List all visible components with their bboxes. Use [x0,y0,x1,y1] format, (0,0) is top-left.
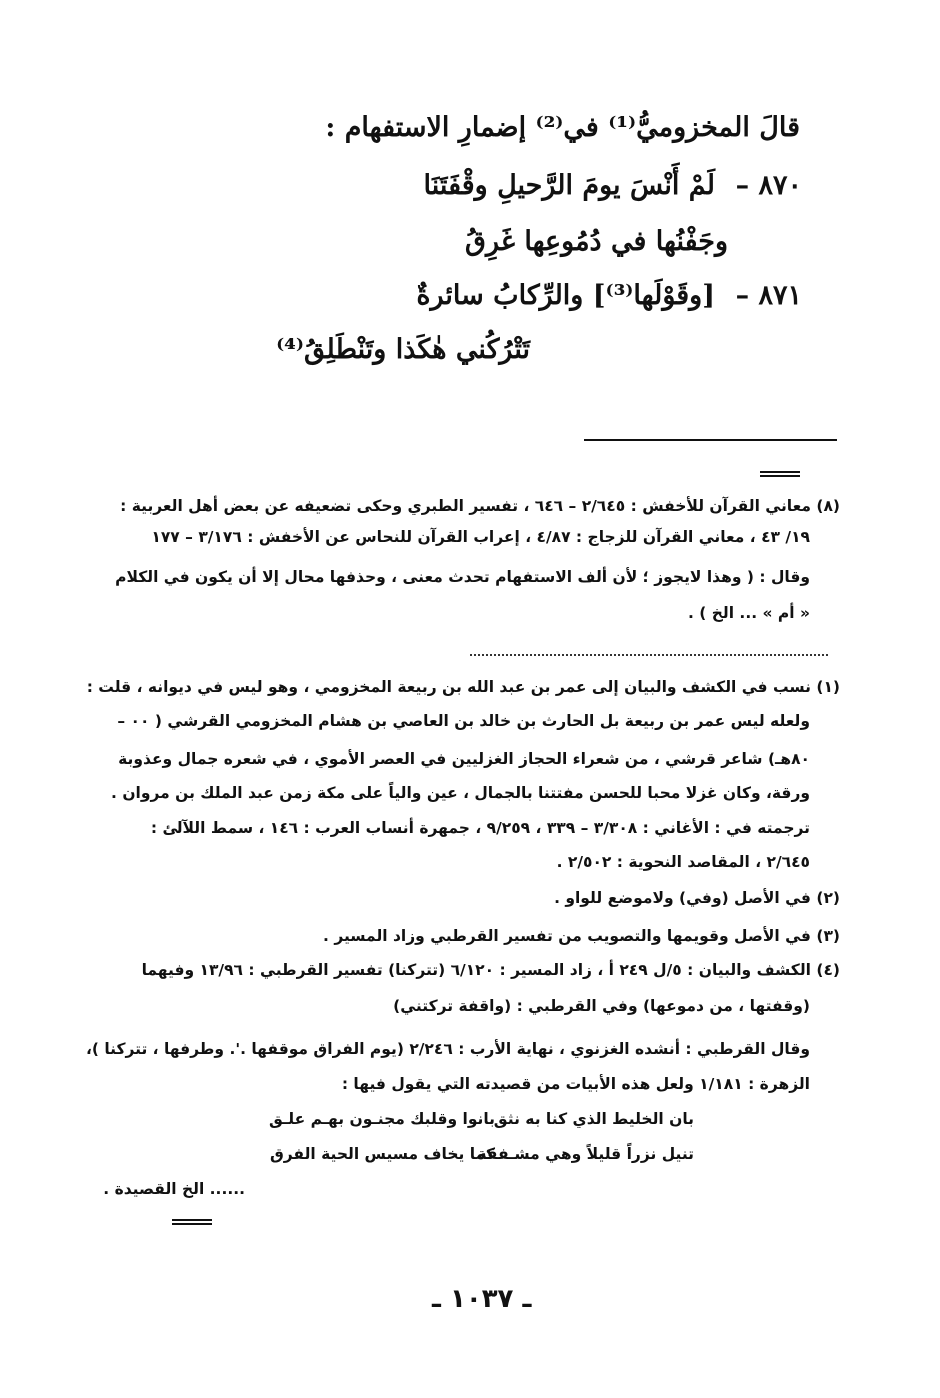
footnote-separator [584,439,837,441]
verse-870-second-hemistich: وجَفْنُها في دُمُوعِها غَرِقُ [465,226,728,257]
quoted-verse-2-second: كما يخاف مسيس الحية الفرق [269,1145,495,1163]
footnote-1-line-1: (١) نسب في الكشف والبيان إلى عمر بن عبد الله بن ربيعة المخزومي ، وهو ليس في ديوانه ، قلت : [86,678,840,696]
quoted-verse-1-second: بانوا وقلبك مجنـون بهـم علـق [269,1110,495,1128]
footnote-8-line-4: « أم » ... الخ ) . [687,604,810,622]
footnote-1-line-3: ٨٠هـ) شاعر قرشي ، من شعراء الحجاز الغزليين في العصر الأموي ، في شعره جمال وعذوبة [118,750,810,768]
intro-line: قالَ المخزوميُّ⁽¹⁾ في⁽²⁾ إضمارِ الاستفهام : [325,112,800,143]
double-rule-mark-bottom [172,1219,212,1225]
footnote-1-line-6: ٢/٦٤٥ ، المقاصد النحوية : ٢/٥٠٢ . [556,853,810,871]
footnote-4-line-2: (وقفتها ، من دموعها) وفي القرطبي : (واقفة تركتني) [393,997,810,1015]
quoted-verse-1-first: بان الخليط الذي كنا به نثق [493,1110,694,1128]
verse-871-number: ٨٧١ – [735,280,802,311]
footnote-3: (٣) في الأصل وقويمها والتصويب من تفسير القرطبي وزاد المسير . [323,927,840,945]
footnote-8-line-3: وقال : ( وهذا لايجوز ؛ لأن ألف الاستفهام تحدث معنى ، وحذفها محال إلا أن يكون في الكلام [115,568,810,586]
footnote-1-line-2: ولعله ليس عمر بن ربيعة بل الحارث بن خالد بن العاصي بن هشام المخزومي القرشي ( ٠٠ – [117,712,810,730]
footnote-1-line-4: ورقة، وكان غزلا محبا للحسن مفتتنا بالجمال ، عين والياً على مكة زمن عبد الملك بن مروان . [111,784,810,802]
footnote-2: (٢) في الأصل (وفي) ولاموضع للواو . [554,889,840,907]
double-rule-mark [760,471,800,477]
footnote-4-line-3: وقال القرطبي : أنشده الغزنوي ، نهاية الأرب : ٢/٢٤٦ (يوم الفراق موقفها .'. وطرفها ، تتركنا )، [85,1040,810,1058]
verse-871-second-hemistich: تَتْرُكُني هٰكَذا وتَنْطَلِقُ⁽⁴⁾ [276,334,530,365]
verse-871-first-hemistich: [وقَوْلَها⁽³⁾] والرِّكابُ سائرةٌ [416,280,715,311]
footnote-1-line-5: ترجمته في : الأغاني : ٣/٣٠٨ – ٣٣٩ ، ٩/٢٥٩ ، جمهرة أنساب العرب : ١٤٦ ، سمط اللآلئ : [150,819,810,837]
footnote-4-line-4: الزهرة : ١/١٨١ ولعل هذه الأبيات من قصيدته التي يقول فيها : [341,1075,810,1093]
verse-870-number: ٨٧٠ – [735,170,802,201]
quoted-verse-2-first: تنيل نزراً قليلاً وهي مشـفقة [477,1145,694,1163]
quoted-poem-end: ...... الخ القصيدة . [103,1180,245,1198]
dotted-separator [470,654,828,656]
page-number: ـ ١٠٣٧ ـ [432,1284,532,1314]
verse-870-first-hemistich: لَمْ أَنْسَ يومَ الرَّحيلِ وقْفَتَنَا [423,170,715,201]
footnote-8-line-1: (٨) معاني القرآن للأخفش : ٢/٦٤٥ – ٦٤٦ ، تفسير الطبري وحكى تضعيفه عن بعض أهل العربية : [120,497,840,515]
footnote-4-line-1: (٤) الكشف والبيان : ٥/ل ٢٤٩ أ ، زاد المسير : ٦/١٢٠ (تتركنا) تفسير القرطبي : ١٣/٩٦ وفيهما [141,961,840,979]
footnote-8-line-2: ١٩/ ٤٣ ، معاني القرآن للزجاج : ٤/٨٧ ، إعراب القرآن للنحاس عن الأخفش : ٣/١٧٦ – ١٧٧ [151,528,810,546]
